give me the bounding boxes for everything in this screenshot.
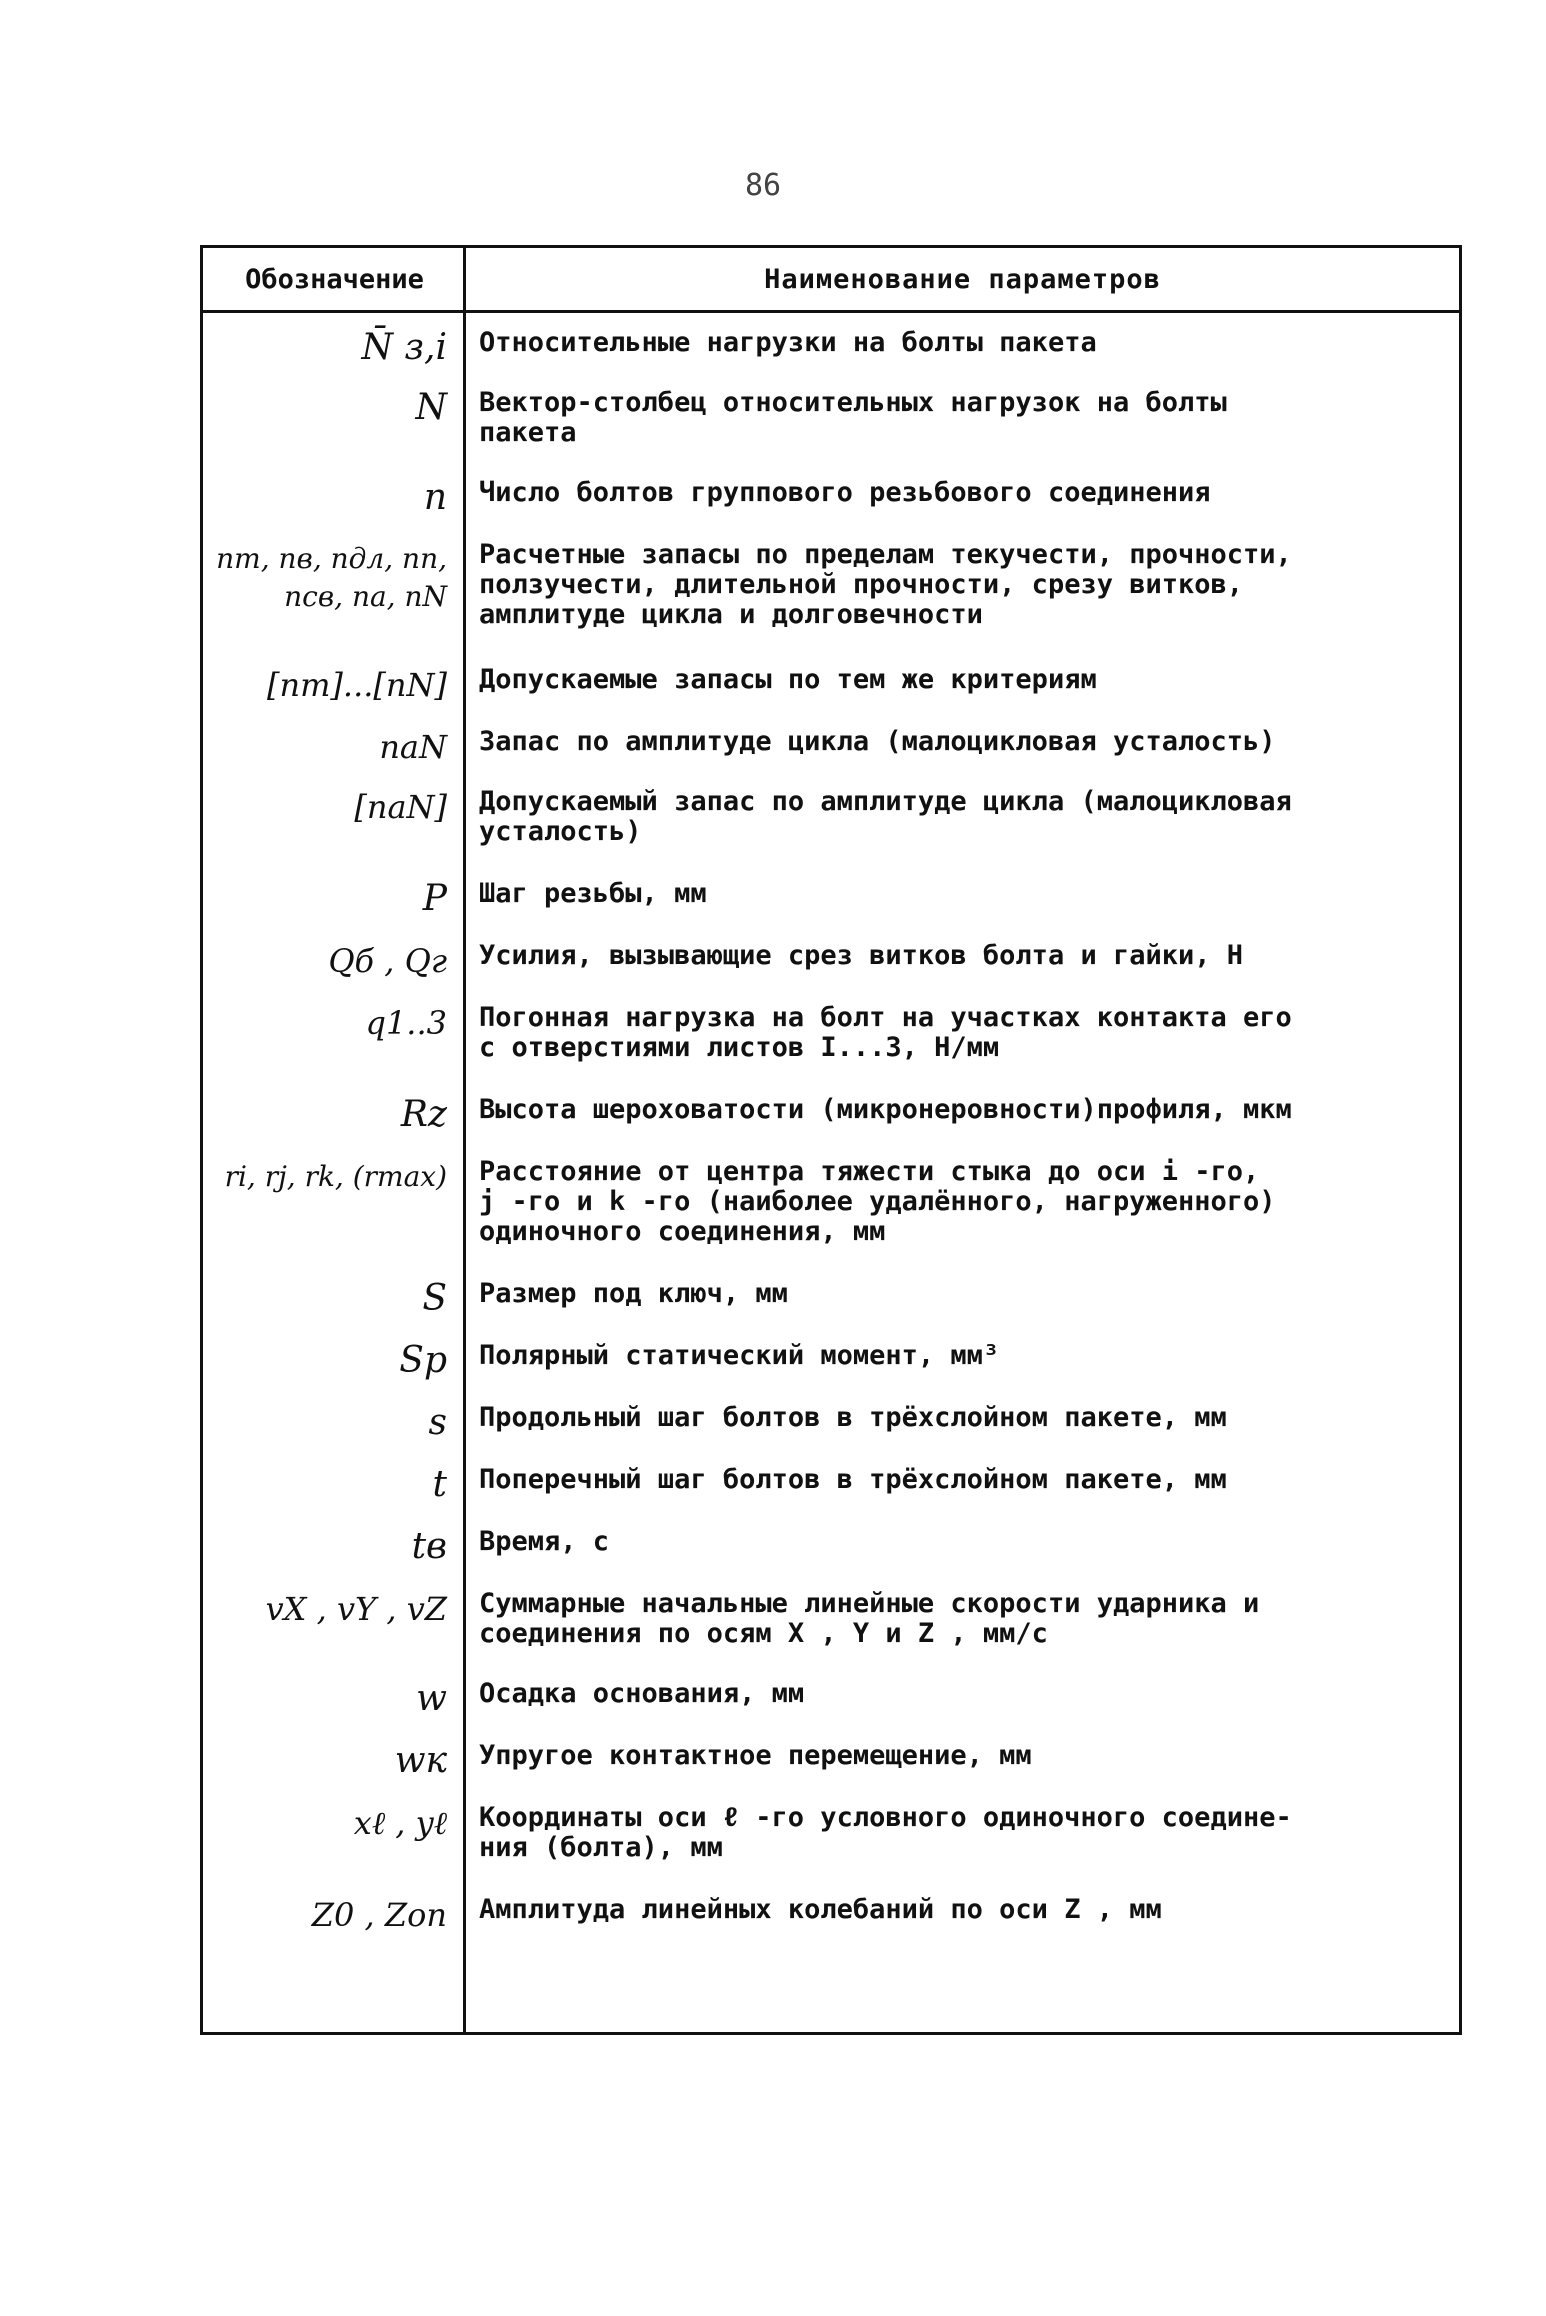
- row-description: Упругое контактное перемещение, мм: [479, 1740, 1032, 1771]
- table-row: [203, 1465, 1459, 1527]
- row-description: Продольный шаг болтов в трёхслойном пакете, мм: [479, 1402, 1227, 1433]
- table-row: [203, 879, 1459, 941]
- row-description: Допускаемый запас по амплитуде цикла (малоцикловая усталость): [479, 786, 1292, 847]
- parameters-table: [200, 245, 1462, 2035]
- table-row: [203, 665, 1459, 727]
- table-row: [203, 1803, 1459, 1895]
- row-symbol: ri, rj, rk, (rmax): [224, 1160, 447, 1193]
- table-row: [203, 1003, 1459, 1095]
- row-description: Высота шероховатости (микронеровности)профиля, мкм: [479, 1094, 1292, 1125]
- row-symbol: Z0 , Zоп: [311, 1896, 447, 1934]
- table-header: [203, 248, 1459, 313]
- row-symbol: S: [422, 1278, 447, 1319]
- table-row: [203, 727, 1459, 787]
- row-symbol: N: [415, 387, 447, 428]
- row-description: Запас по амплитуде цикла (малоцикловая усталость): [479, 726, 1276, 757]
- table-row: [203, 388, 1459, 478]
- row-symbol: N̄ з,i: [361, 327, 447, 368]
- row-symbol: Qб , Qг: [328, 942, 447, 980]
- table-row: [203, 1589, 1459, 1679]
- table-row: [203, 1157, 1459, 1279]
- table-row: [203, 1403, 1459, 1465]
- page-number: 86: [745, 168, 782, 203]
- row-symbol: [nт]...[nN]: [266, 666, 447, 704]
- header-symbol: Обозначение: [245, 263, 424, 295]
- row-description: Шаг резьбы, мм: [479, 878, 707, 909]
- table-row: [203, 941, 1459, 1003]
- table-row: [203, 1279, 1459, 1341]
- row-symbol: P: [422, 878, 447, 919]
- row-description: Погонная нагрузка на болт на участках контакта его с отверстиями листов I...3, Н/мм: [479, 1002, 1292, 1063]
- row-symbol: tв: [411, 1526, 447, 1567]
- row-symbol: n: [423, 477, 447, 518]
- table-row: [203, 540, 1459, 665]
- row-description: Суммарные начальные линейные скорости ударника и соединения по осям X , Y и Z , мм/с: [479, 1588, 1260, 1649]
- table-body: [203, 328, 1459, 1957]
- table-row: [203, 1741, 1459, 1803]
- row-description: Относительные нагрузки на болты пакета: [479, 327, 1097, 358]
- table-row: [203, 1095, 1459, 1157]
- row-symbol: w: [416, 1678, 447, 1719]
- table-row: [203, 1895, 1459, 1957]
- row-description: Вектор-столбец относительных нагрузок на болты пакета: [479, 387, 1227, 448]
- table-row: [203, 478, 1459, 540]
- row-symbol: t: [432, 1464, 447, 1505]
- table-row: [203, 1679, 1459, 1741]
- row-symbol: vX , vY , vZ: [265, 1590, 447, 1628]
- row-description: Время, с: [479, 1526, 610, 1557]
- row-symbol: [naN]: [354, 788, 447, 826]
- table-bottom-rule: [200, 2033, 1462, 2035]
- row-symbol: xℓ , yℓ: [353, 1804, 447, 1842]
- row-description: Расчетные запасы по пределам текучести, прочности, ползучести, длительной прочности, срезу витков, амплитуде цикла и долговечности: [479, 539, 1292, 630]
- table-row: [203, 328, 1459, 388]
- row-symbol: s: [428, 1402, 447, 1443]
- table-row: [203, 1341, 1459, 1403]
- row-description: Допускаемые запасы по тем же критериям: [479, 664, 1097, 695]
- row-description: Расстояние от центра тяжести стыка до оси i -го, j -го и k -го (наиболее удалённого, нагруженного) одиночного соединения, мм: [479, 1156, 1276, 1247]
- row-symbol: naN: [379, 728, 447, 766]
- row-description: Координаты оси ℓ -го условного одиночного соедине- ния (болта), мм: [479, 1802, 1292, 1863]
- row-description: Усилия, вызывающие срез витков болта и гайки, Н: [479, 940, 1244, 971]
- row-description: Полярный статический момент, мм³: [479, 1340, 1000, 1371]
- row-symbol: q1..3: [365, 1004, 447, 1042]
- header-name: Наименование параметров: [764, 263, 1161, 295]
- row-description: Амплитуда линейных колебаний по оси Z , мм: [479, 1894, 1162, 1925]
- row-symbol: Rz: [400, 1094, 447, 1135]
- table-row: [203, 787, 1459, 879]
- row-description: Поперечный шаг болтов в трёхслойном пакете, мм: [479, 1464, 1227, 1495]
- row-symbol: Sр: [399, 1340, 447, 1381]
- row-symbol: nт, nв, nдл, nп, nсв, nа, nN: [216, 542, 447, 613]
- row-symbol: wк: [394, 1740, 447, 1781]
- row-description: Число болтов группового резьбового соединения: [479, 477, 1211, 508]
- table-row: [203, 1527, 1459, 1589]
- row-description: Размер под ключ, мм: [479, 1278, 788, 1309]
- row-description: Осадка основания, мм: [479, 1678, 805, 1709]
